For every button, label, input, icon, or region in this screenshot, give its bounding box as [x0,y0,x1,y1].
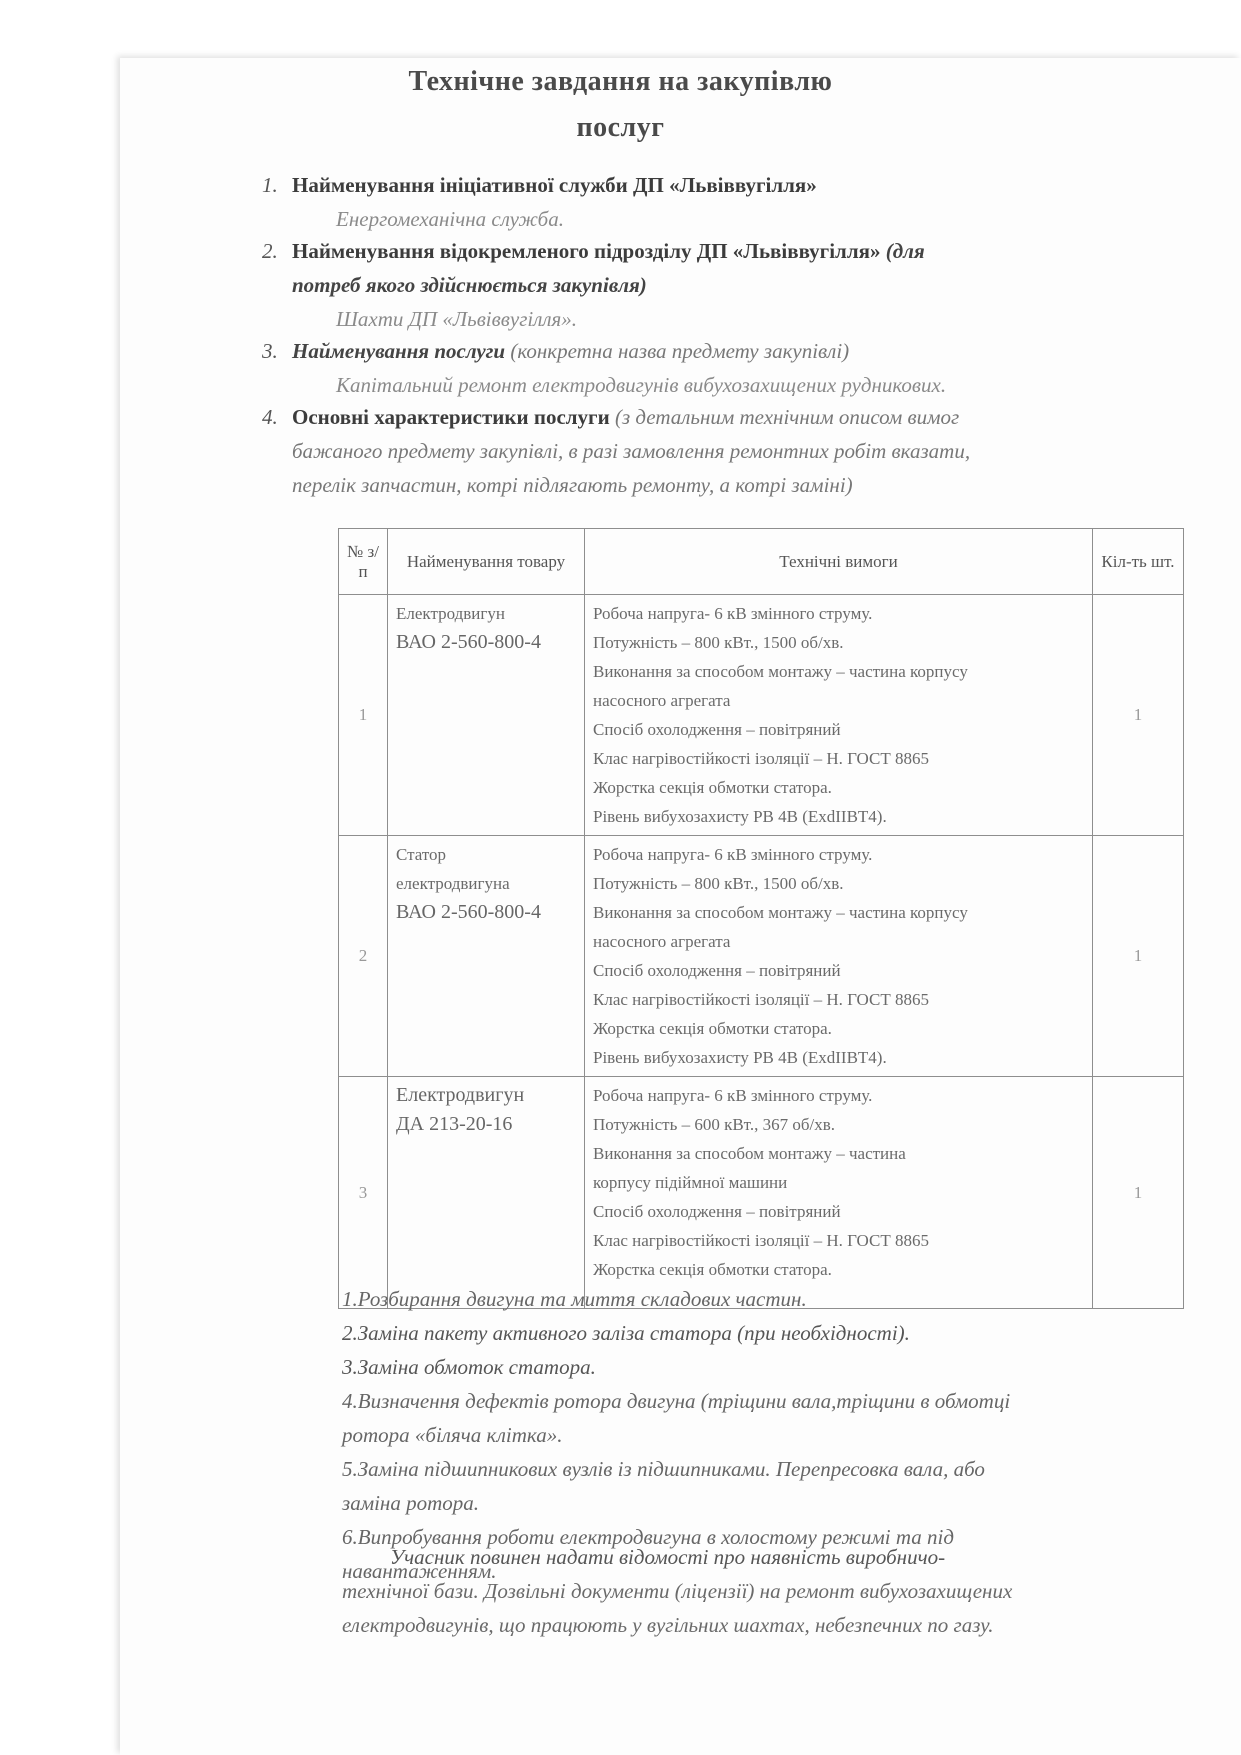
requirement-line: Спосіб охолодження – повітряний [593,720,841,739]
specification-table [338,528,1184,1309]
section-value: Капітальний ремонт електродвигунів вибухозахищених рудникових. [336,373,947,397]
section-number: 1. [262,173,278,197]
list-item: ротора «біляча клітка». [342,1423,563,1447]
section-note-cont: бажаного предмету закупівлі, в разі замовлення ремонтних робіт вказати, [292,439,971,463]
item-model: ВАО 2-560-800-4 [396,631,541,653]
header-quantity: Кіл-ть шт. [1093,529,1184,595]
document-title: Технічне завдання на закупівлю [408,66,833,97]
list-item: 5.Заміна підшипникових вузлів із підшипниками. Перепресовка вала, або [342,1457,985,1481]
requirement-line: Виконання за способом монтажу – частина [593,1144,906,1163]
requirement-line: Клас нагрівостійкості ізоляції – Н. ГОСТ 8865 [593,1231,929,1250]
item-name [388,836,585,1077]
table-row [339,1077,1184,1309]
row-number: 3 [339,1077,388,1309]
requirement-line: Клас нагрівостійкості ізоляції – Н. ГОСТ 8865 [593,749,929,768]
section-4 [262,400,1162,502]
table-row [339,836,1184,1077]
item-name-line: електродвигуна [396,874,510,893]
section-number: 3. [262,339,278,363]
list-item: 3.Заміна обмоток статора. [342,1355,596,1379]
list-item: 1.Розбирання двигуна та миття складових частин. [342,1287,807,1311]
section-number: 4. [262,405,278,429]
requirement-line: Потужність – 800 кВт., 1500 об/хв. [593,874,844,893]
section-note: (для [885,239,925,263]
document-title-line2: послуг [576,112,665,143]
requirement-line: Рівень вибухозахисту РВ 4В (ExdIIBT4). [593,807,887,826]
item-model: ДА 213-20-16 [396,1113,513,1135]
section-value: Енергомеханічна служба. [336,207,564,231]
header-number: № з/п [339,529,388,595]
header-requirements: Технічні вимоги [585,529,1093,595]
requirement-line: Спосіб охолодження – повітряний [593,1202,841,1221]
requirement-line: Жорстка секція обмотки статора. [593,778,832,797]
requirement-line: Жорстка секція обмотки статора. [593,1260,832,1279]
section-heading: Найменування ініціативної служби ДП «Львіввугілля» [292,173,817,197]
requirement-line: Спосіб охолодження – повітряний [593,961,841,980]
section-note: (конкретна назва предмету закупівлі) [510,339,850,363]
item-model: ВАО 2-560-800-4 [396,901,541,923]
item-name [388,1077,585,1309]
section-3 [262,334,1162,402]
paragraph-line: Учасник повинен надати відомості про наявність виробничо- [390,1545,946,1569]
paragraph-line: електродвигунів, що працюють у вугільних шахтах, небезпечних по газу. [342,1613,994,1637]
list-item: 6.Випробування роботи електродвигуна в холостому режимі та під [342,1525,954,1549]
requirement-line: Рівень вибухозахисту РВ 4В (ExdIIBT4). [593,1048,887,1067]
section-heading: Найменування відокремленого підрозділу ДП «Львіввугілля» [292,239,881,263]
item-name-line: Електродвигун [396,1084,525,1106]
item-quantity: 1 [1093,836,1184,1077]
section-number: 2. [262,239,278,263]
requirement-line: насосного агрегата [593,691,731,710]
section-value: Шахти ДП «Львіввугілля». [336,307,578,331]
paragraph-line: технічної бази. Дозвільні документи (ліцензії) на ремонт вибухозахищених [342,1579,1013,1603]
row-number: 2 [339,836,388,1077]
section-note-cont: перелік запчастин, котрі підлягають ремонту, а котрі заміні) [292,473,853,497]
section-note: (з детальним технічним описом вимог [614,405,960,429]
header-name: Найменування товару [388,529,585,595]
requirement-line: Виконання за способом монтажу – частина корпусу [593,662,968,681]
table-row [339,595,1184,836]
requirement-line: корпусу підіймної машини [593,1173,788,1192]
list-item: 4.Визначення дефектів ротора двигуна (тріщини вала,тріщини в обмотці [342,1389,1011,1413]
requirement-line: Робоча напруга- 6 кВ змінного струму. [593,1086,873,1105]
item-name-line: Електродвигун [396,604,505,623]
row-number: 1 [339,595,388,836]
list-item: навантаженням. [342,1559,497,1583]
item-quantity: 1 [1093,595,1184,836]
item-name-line: Статор [396,845,447,864]
item-name [388,595,585,836]
requirement-line: Потужність – 800 кВт., 1500 об/хв. [593,633,844,652]
section-2 [262,234,1162,336]
section-note-cont: потреб якого здійснюється закупівля) [292,273,647,297]
item-quantity: 1 [1093,1077,1184,1309]
requirement-line: Клас нагрівостійкості ізоляції – Н. ГОСТ 8865 [593,990,929,1009]
list-item: 2.Заміна пакету активного заліза статора (при необхідності). [342,1321,910,1345]
requirement-line: Робоча напруга- 6 кВ змінного струму. [593,845,873,864]
requirement-line: насосного агрегата [593,932,731,951]
requirement-line: Робоча напруга- 6 кВ змінного струму. [593,604,873,623]
section-heading: Основні характеристики послуги [292,405,610,429]
participant-requirements [342,1540,1192,1642]
section-1 [262,168,1162,236]
item-requirements [585,1077,1093,1309]
table-header-row [339,529,1184,595]
section-heading: Найменування послуги [292,339,506,363]
requirement-line: Жорстка секція обмотки статора. [593,1019,832,1038]
requirement-line: Потужність – 600 кВт., 367 об/хв. [593,1115,835,1134]
item-requirements [585,595,1093,836]
item-requirements [585,836,1093,1077]
requirement-line: Виконання за способом монтажу – частина корпусу [593,903,968,922]
list-item: заміна ротора. [342,1491,480,1515]
